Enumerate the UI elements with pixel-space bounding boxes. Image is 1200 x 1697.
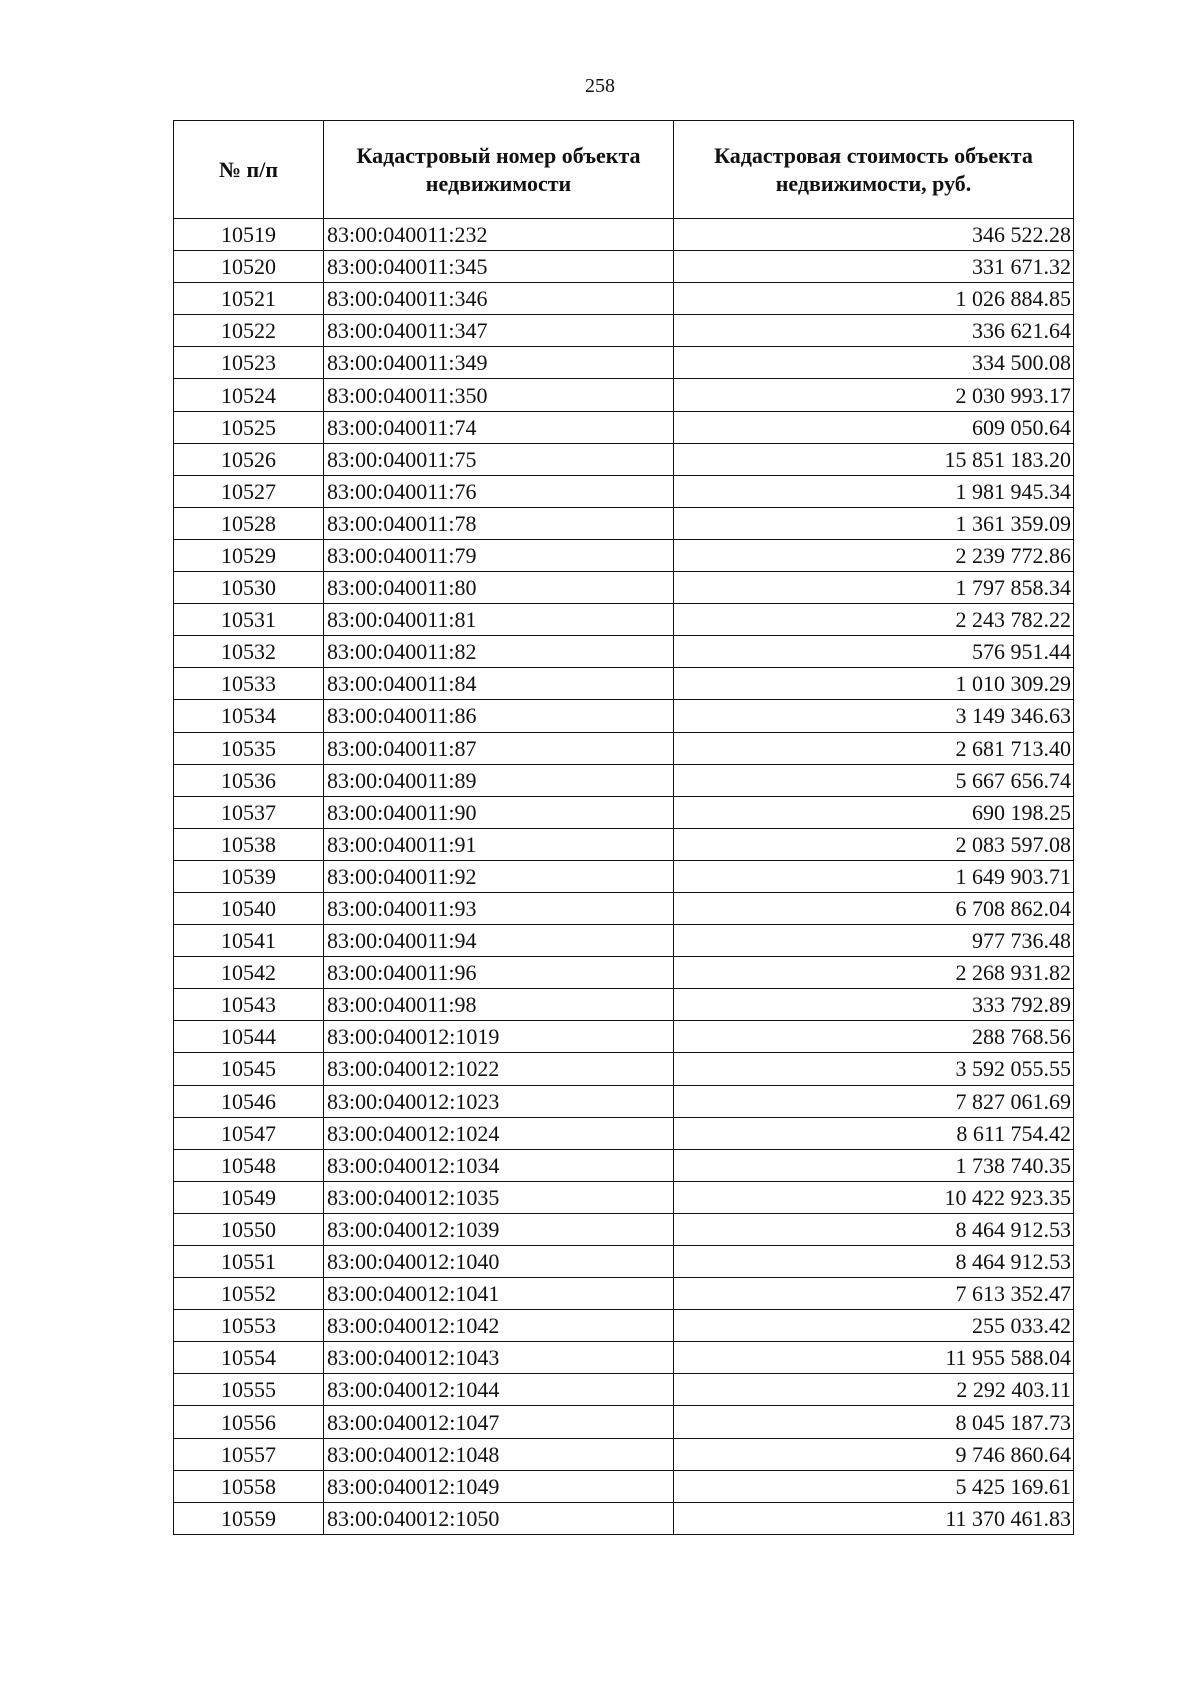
cadastral-value: 2 268 931.82 — [674, 957, 1074, 989]
table-row — [174, 892, 1074, 924]
table-row — [174, 796, 1074, 828]
cadastral-value: 9 746 860.64 — [674, 1438, 1074, 1470]
cadastral-number: 83:00:040011:81 — [324, 604, 674, 636]
table-row — [174, 1246, 1074, 1278]
cadastral-number: 83:00:040012:1034 — [324, 1149, 674, 1181]
cadastral-value: 11 955 588.04 — [674, 1342, 1074, 1374]
cadastral-number: 83:00:040011:89 — [324, 764, 674, 796]
table-row — [174, 764, 1074, 796]
table-row — [174, 1021, 1074, 1053]
cadastral-value: 333 792.89 — [674, 989, 1074, 1021]
row-number: 10548 — [174, 1149, 324, 1181]
cadastral-number: 83:00:040011:84 — [324, 668, 674, 700]
cadastral-number: 83:00:040012:1040 — [324, 1246, 674, 1278]
row-number: 10535 — [174, 732, 324, 764]
cadastral-number: 83:00:040011:98 — [324, 989, 674, 1021]
table-row — [174, 636, 1074, 668]
cadastral-number: 83:00:040011:76 — [324, 475, 674, 507]
table-row — [174, 507, 1074, 539]
table-row — [174, 315, 1074, 347]
row-number: 10552 — [174, 1278, 324, 1310]
cadastral-value: 5 667 656.74 — [674, 764, 1074, 796]
page-number: 258 — [585, 75, 615, 97]
row-number: 10536 — [174, 764, 324, 796]
row-number: 10531 — [174, 604, 324, 636]
cadastral-value: 331 671.32 — [674, 251, 1074, 283]
row-number: 10537 — [174, 796, 324, 828]
cadastral-value: 7 827 061.69 — [674, 1085, 1074, 1117]
cadastral-number: 83:00:040011:75 — [324, 443, 674, 475]
cadastral-number: 83:00:040011:96 — [324, 957, 674, 989]
row-number: 10543 — [174, 989, 324, 1021]
table-row — [174, 668, 1074, 700]
cadastral-value: 2 292 403.11 — [674, 1374, 1074, 1406]
cadastral-value: 11 370 461.83 — [674, 1502, 1074, 1534]
cadastral-value: 255 033.42 — [674, 1310, 1074, 1342]
cadastral-value: 2 239 772.86 — [674, 539, 1074, 571]
cadastral-number: 83:00:040011:232 — [324, 219, 674, 251]
row-number: 10522 — [174, 315, 324, 347]
table-row — [174, 1502, 1074, 1534]
table-row — [174, 379, 1074, 411]
cadastral-value: 576 951.44 — [674, 636, 1074, 668]
table-row — [174, 411, 1074, 443]
table-row — [174, 1406, 1074, 1438]
row-number: 10549 — [174, 1181, 324, 1213]
cadastral-number: 83:00:040012:1039 — [324, 1213, 674, 1245]
row-number: 10534 — [174, 700, 324, 732]
cadastral-number: 83:00:040011:92 — [324, 860, 674, 892]
table-row — [174, 732, 1074, 764]
table-row — [174, 989, 1074, 1021]
cadastral-number: 83:00:040012:1024 — [324, 1117, 674, 1149]
cadastral-number: 83:00:040011:74 — [324, 411, 674, 443]
header-cadastral-number: Кадастровый номер объекта недвижимости — [324, 121, 674, 219]
table-row — [174, 1181, 1074, 1213]
cadastral-value: 6 708 862.04 — [674, 892, 1074, 924]
cadastral-number: 83:00:040011:94 — [324, 925, 674, 957]
row-number: 10527 — [174, 475, 324, 507]
cadastral-number: 83:00:040012:1048 — [324, 1438, 674, 1470]
row-number: 10540 — [174, 892, 324, 924]
cadastral-number: 83:00:040012:1047 — [324, 1406, 674, 1438]
table-header — [174, 121, 1074, 219]
cadastral-value: 2 030 993.17 — [674, 379, 1074, 411]
cadastral-number: 83:00:040011:78 — [324, 507, 674, 539]
row-number: 10556 — [174, 1406, 324, 1438]
cadastral-value: 1 738 740.35 — [674, 1149, 1074, 1181]
row-number: 10533 — [174, 668, 324, 700]
table-row — [174, 1342, 1074, 1374]
cadastral-value: 1 010 309.29 — [674, 668, 1074, 700]
row-number: 10525 — [174, 411, 324, 443]
row-number: 10519 — [174, 219, 324, 251]
table-row — [174, 1149, 1074, 1181]
table-row — [174, 700, 1074, 732]
cadastral-number: 83:00:040011:349 — [324, 347, 674, 379]
cadastral-number: 83:00:040011:93 — [324, 892, 674, 924]
cadastral-number: 83:00:040012:1023 — [324, 1085, 674, 1117]
row-number: 10528 — [174, 507, 324, 539]
cadastral-number: 83:00:040012:1044 — [324, 1374, 674, 1406]
row-number: 10553 — [174, 1310, 324, 1342]
cadastral-value: 10 422 923.35 — [674, 1181, 1074, 1213]
cadastral-value-table — [173, 120, 1074, 1535]
cadastral-value: 2 243 782.22 — [674, 604, 1074, 636]
table-row — [174, 475, 1074, 507]
table-row — [174, 1310, 1074, 1342]
row-number: 10521 — [174, 283, 324, 315]
row-number: 10539 — [174, 860, 324, 892]
row-number: 10559 — [174, 1502, 324, 1534]
cadastral-number: 83:00:040011:346 — [324, 283, 674, 315]
cadastral-number: 83:00:040012:1050 — [324, 1502, 674, 1534]
cadastral-value: 8 611 754.42 — [674, 1117, 1074, 1149]
row-number: 10557 — [174, 1438, 324, 1470]
cadastral-value: 1 981 945.34 — [674, 475, 1074, 507]
table-row — [174, 572, 1074, 604]
row-number: 10545 — [174, 1053, 324, 1085]
cadastral-value: 15 851 183.20 — [674, 443, 1074, 475]
table-row — [174, 957, 1074, 989]
row-number: 10546 — [174, 1085, 324, 1117]
row-number: 10547 — [174, 1117, 324, 1149]
table-row — [174, 860, 1074, 892]
row-number: 10538 — [174, 828, 324, 860]
cadastral-number: 83:00:040011:345 — [324, 251, 674, 283]
cadastral-number: 83:00:040011:347 — [324, 315, 674, 347]
row-number: 10520 — [174, 251, 324, 283]
row-number: 10532 — [174, 636, 324, 668]
table-row — [174, 443, 1074, 475]
cadastral-number: 83:00:040012:1049 — [324, 1470, 674, 1502]
table-row — [174, 539, 1074, 571]
cadastral-number: 83:00:040011:350 — [324, 379, 674, 411]
table-row — [174, 1374, 1074, 1406]
cadastral-value: 977 736.48 — [674, 925, 1074, 957]
table-row — [174, 1438, 1074, 1470]
cadastral-value: 7 613 352.47 — [674, 1278, 1074, 1310]
cadastral-number: 83:00:040012:1043 — [324, 1342, 674, 1374]
cadastral-value: 1 797 858.34 — [674, 572, 1074, 604]
cadastral-number: 83:00:040011:91 — [324, 828, 674, 860]
row-number: 10541 — [174, 925, 324, 957]
cadastral-value: 288 768.56 — [674, 1021, 1074, 1053]
cadastral-number: 83:00:040012:1035 — [324, 1181, 674, 1213]
row-number: 10555 — [174, 1374, 324, 1406]
cadastral-number: 83:00:040011:90 — [324, 796, 674, 828]
table-body — [174, 219, 1074, 1535]
header-cadastral-value: Кадастровая стоимость объекта недвижимости, руб. — [674, 121, 1074, 219]
table-row — [174, 1213, 1074, 1245]
cadastral-value: 3 149 346.63 — [674, 700, 1074, 732]
cadastral-value: 336 621.64 — [674, 315, 1074, 347]
row-number: 10530 — [174, 572, 324, 604]
header-row-number: № п/п — [174, 121, 324, 219]
cadastral-number: 83:00:040011:80 — [324, 572, 674, 604]
cadastral-value: 2 681 713.40 — [674, 732, 1074, 764]
cadastral-number: 83:00:040011:79 — [324, 539, 674, 571]
table-row — [174, 251, 1074, 283]
table-row — [174, 347, 1074, 379]
table-row — [174, 604, 1074, 636]
table-row — [174, 1117, 1074, 1149]
header-row — [174, 121, 1074, 219]
table-row — [174, 828, 1074, 860]
row-number: 10523 — [174, 347, 324, 379]
cadastral-value: 346 522.28 — [674, 219, 1074, 251]
table-row — [174, 1278, 1074, 1310]
table-row — [174, 219, 1074, 251]
cadastral-value: 2 083 597.08 — [674, 828, 1074, 860]
row-number: 10551 — [174, 1246, 324, 1278]
table-row — [174, 1053, 1074, 1085]
cadastral-value: 8 045 187.73 — [674, 1406, 1074, 1438]
cadastral-number: 83:00:040012:1019 — [324, 1021, 674, 1053]
cadastral-value: 1 649 903.71 — [674, 860, 1074, 892]
cadastral-number: 83:00:040012:1022 — [324, 1053, 674, 1085]
cadastral-number: 83:00:040012:1041 — [324, 1278, 674, 1310]
cadastral-value: 609 050.64 — [674, 411, 1074, 443]
table-row — [174, 1470, 1074, 1502]
row-number: 10554 — [174, 1342, 324, 1374]
cadastral-value: 334 500.08 — [674, 347, 1074, 379]
row-number: 10550 — [174, 1213, 324, 1245]
table-row — [174, 1085, 1074, 1117]
row-number: 10558 — [174, 1470, 324, 1502]
table-row — [174, 925, 1074, 957]
row-number: 10542 — [174, 957, 324, 989]
cadastral-number: 83:00:040011:87 — [324, 732, 674, 764]
cadastral-value: 3 592 055.55 — [674, 1053, 1074, 1085]
row-number: 10524 — [174, 379, 324, 411]
cadastral-value: 8 464 912.53 — [674, 1246, 1074, 1278]
row-number: 10529 — [174, 539, 324, 571]
cadastral-number: 83:00:040012:1042 — [324, 1310, 674, 1342]
cadastral-value: 1 026 884.85 — [674, 283, 1074, 315]
row-number: 10544 — [174, 1021, 324, 1053]
cadastral-value: 1 361 359.09 — [674, 507, 1074, 539]
cadastral-number: 83:00:040011:86 — [324, 700, 674, 732]
row-number: 10526 — [174, 443, 324, 475]
table-row — [174, 283, 1074, 315]
cadastral-value: 8 464 912.53 — [674, 1213, 1074, 1245]
cadastral-value: 5 425 169.61 — [674, 1470, 1074, 1502]
cadastral-number: 83:00:040011:82 — [324, 636, 674, 668]
cadastral-value: 690 198.25 — [674, 796, 1074, 828]
